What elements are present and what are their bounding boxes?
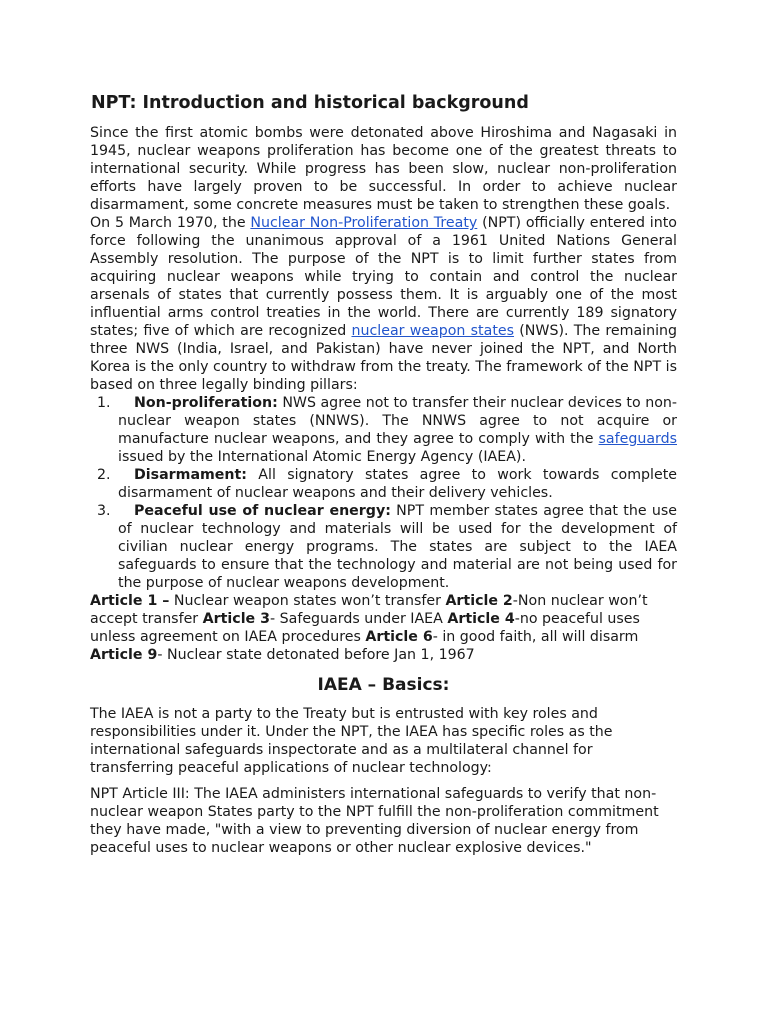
history-text-3: (NWS). The remaining three NWS (India, Israel, and Pakistan) have never joined the NPT, and North Korea is the only country to withdraw from the treaty. The framework of the NPT is based on three legally binding pillars: — [90, 323, 678, 393]
document-body — [90, 92, 677, 865]
pillar-number: 1. — [97, 395, 111, 411]
article-text: - in good faith, all will disarm — [432, 629, 639, 645]
article-label: Article 3 — [202, 611, 270, 627]
article-label: Article 1 – — [90, 593, 170, 609]
pillar-name: Disarmament: — [134, 467, 247, 483]
article-label: Article 2 — [445, 593, 513, 609]
iaea-section-title: IAEA – Basics: — [317, 675, 450, 695]
pillars-list — [90, 394, 677, 592]
pillar-text: All signatory states agree to work towards complete disarmament of nuclear weapons and their delivery vehicles. — [118, 467, 677, 501]
pillar-name: Non-proliferation: — [134, 395, 278, 411]
history-paragraph — [90, 214, 677, 394]
article-label: Article 6 — [365, 629, 433, 645]
article-text: Nuclear weapon states won’t transfer — [169, 593, 446, 609]
history-text-1: On 5 March 1970, the — [90, 215, 251, 231]
safeguards-link[interactable]: safeguards — [598, 431, 677, 447]
pillar-name: Peaceful use of nuclear energy: — [134, 503, 391, 519]
iaea-paragraph-1: The IAEA is not a party to the Treaty but is entrusted with key roles and responsibilities under it. Under the NPT, the IAEA has specific roles as the international safeguards inspectorate and as a multilateral channel for transferring peaceful applications of nuclear technology: — [90, 706, 613, 776]
article-label: Article 4 — [447, 611, 515, 627]
nuclear-weapon-states-link[interactable]: nuclear weapon states — [351, 323, 515, 339]
pillar-text: NPT member states agree that the use of nuclear technology and materials will be used for the development of civilian nuclear energy programs. The states are subject to the IAEA safeguards to ensure that the technology and material are not being used for the purpose of nuclear weapons development. — [118, 503, 677, 591]
article-text: -no peaceful uses unless agreement on IAEA procedures — [90, 611, 640, 645]
pillar-text-after: issued by the International Atomic Energy Agency (IAEA). — [118, 449, 526, 465]
article-text: - Nuclear state detonated before Jan 1, 1967 — [157, 647, 475, 663]
pillar-item — [90, 502, 677, 592]
article-text: - Safeguards under IAEA — [270, 611, 448, 627]
iaea-paragraph-2: NPT Article III: The IAEA administers international safeguards to verify that non-nuclear weapon States party to the NPT fulfill the non-proliferation commitment they have made, "with a view to preventing diversion of nuclear energy from peaceful uses to nuclear weapons or other nuclear explosive devices." — [90, 786, 659, 856]
articles-summary — [90, 592, 677, 664]
pillar-item — [90, 466, 677, 502]
article-label: Article 9 — [90, 647, 158, 663]
npt-treaty-link[interactable]: Nuclear Non-Proliferation Treaty — [250, 215, 478, 231]
pillar-item — [90, 394, 677, 466]
history-text-2: (NPT) officially entered into force following the unanimous approval of a 1961 United Nations General Assembly resolution. The purpose of the NPT is to limit further states from acquiring nuclear weapons while trying to contain and control the nuclear arsenals of states that currently possess them. It is arguably one of the most influential arms control treaties in the world. There are currently 189 signatory states; five of which are recognized — [90, 215, 677, 339]
pillar-number: 2. — [97, 467, 111, 483]
pillar-text: NWS agree not to transfer their nuclear devices to non-nuclear weapon states (NNWS). The NNWS agree to not acquire or manufacture nuclear weapons, and they agree to comply with the — [118, 395, 677, 447]
page-title: NPT: Introduction and historical background — [91, 93, 529, 113]
intro-paragraph: Since the first atomic bombs were detonated above Hiroshima and Nagasaki in 1945, nuclear weapons proliferation has become one of the greatest threats to international security. While progress has been slow, nuclear non-proliferation efforts have largely proven to be successful. In order to achieve nuclear disarmament, some concrete measures must be taken to strengthen these goals. — [90, 125, 677, 213]
article-text: -Non nuclear won’t accept transfer — [90, 593, 648, 627]
pillar-number: 3. — [97, 503, 111, 519]
